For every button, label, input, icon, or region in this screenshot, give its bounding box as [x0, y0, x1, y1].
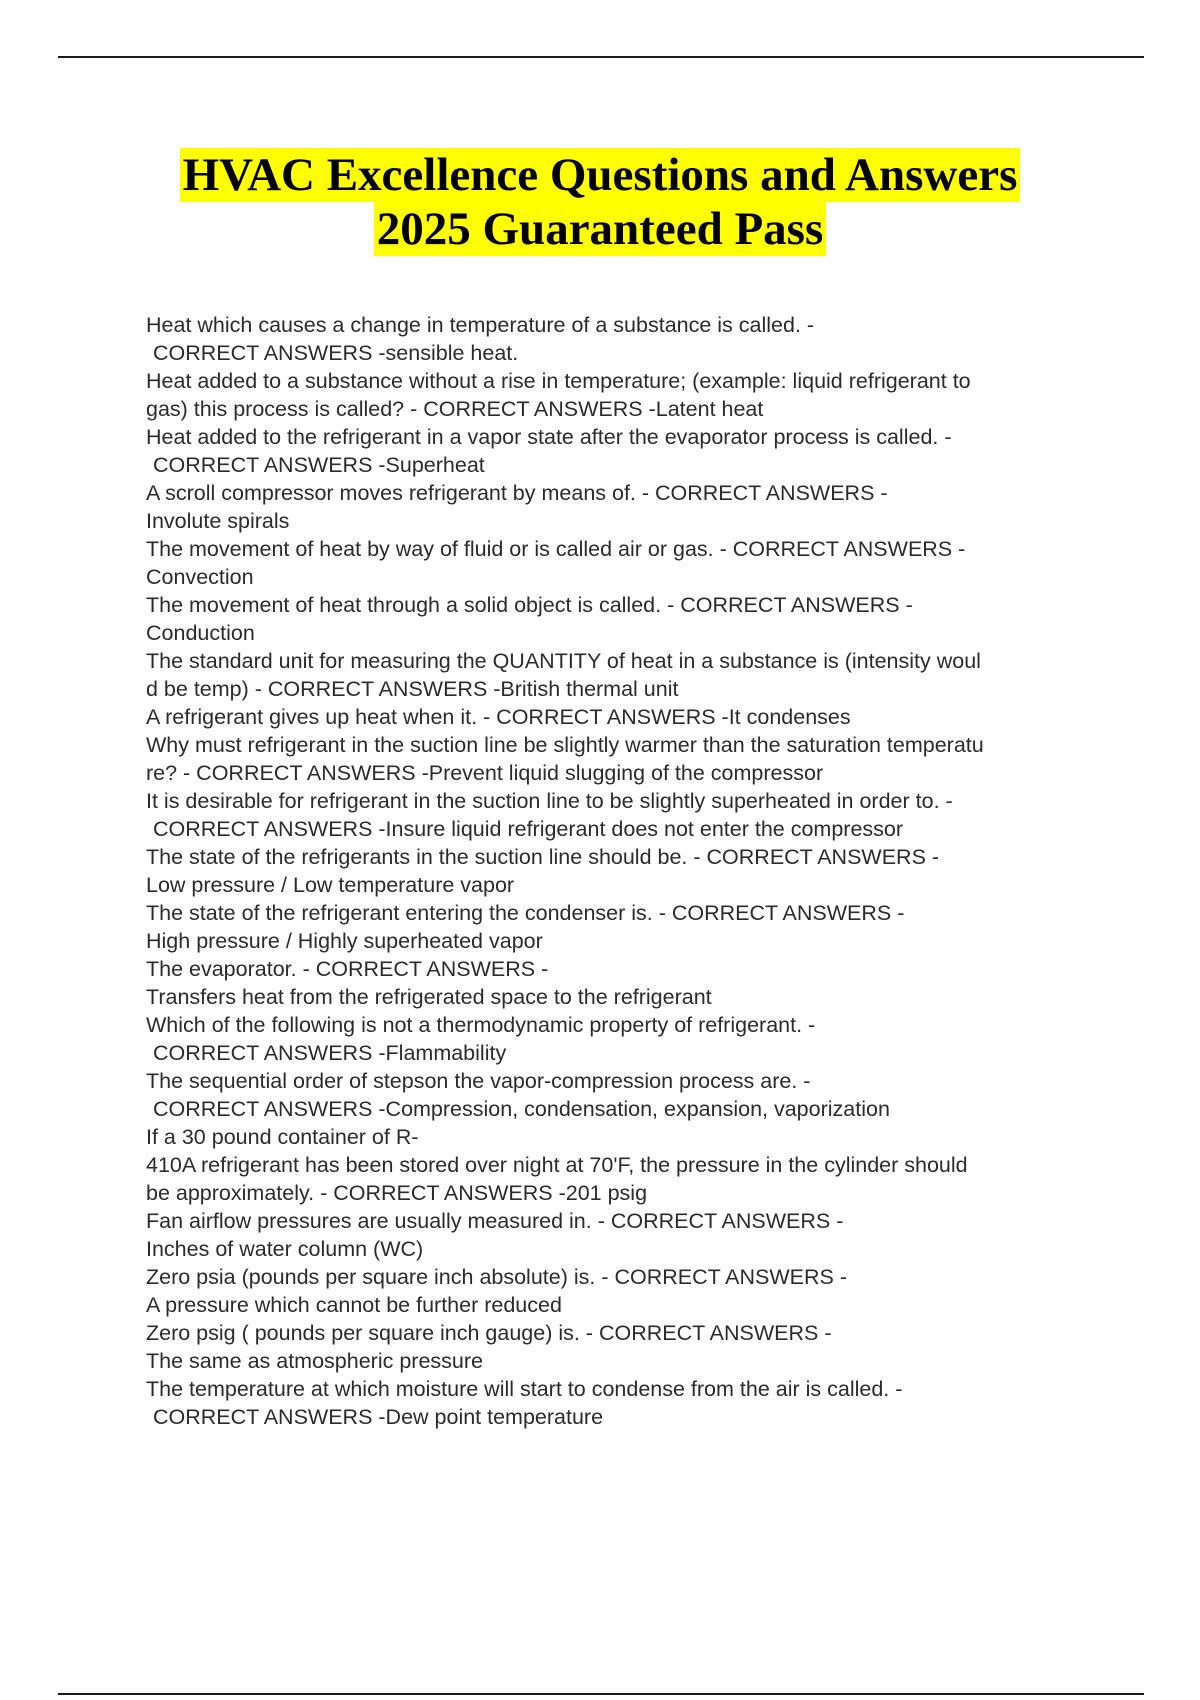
answer-text: CORRECT ANSWERS -Flammability [153, 1041, 507, 1065]
question-text: be approximately. - CORRECT ANSWERS -201 psig [146, 1181, 648, 1205]
question-text: Zero psia (pounds per square inch absolute) is. - CORRECT ANSWERS - [146, 1265, 848, 1289]
qa-item [146, 703, 1096, 731]
qa-item [146, 1319, 1096, 1375]
qa-item [146, 1179, 1096, 1207]
title-line-2: 2025 Guaranteed Pass [374, 202, 827, 256]
qa-item [146, 1207, 1096, 1263]
answer-text: Transfers heat from the refrigerated space to the refrigerant [146, 985, 712, 1009]
question-text: The state of the refrigerants in the suction line should be. - CORRECT ANSWERS - [146, 845, 940, 869]
answer-text: High pressure / Highly superheated vapor [146, 929, 543, 953]
answer-text: CORRECT ANSWERS -Compression, condensation, expansion, vaporization [153, 1097, 890, 1121]
question-text: Heat added to the refrigerant in a vapor state after the evaporator process is called. - [146, 425, 952, 449]
question-text: The movement of heat through a solid object is called. - CORRECT ANSWERS - [146, 593, 913, 617]
question-text: A scroll compressor moves refrigerant by means of. - CORRECT ANSWERS - [146, 481, 888, 505]
question-text: Fan airflow pressures are usually measured in. - CORRECT ANSWERS - [146, 1209, 844, 1233]
answer-text: re? - CORRECT ANSWERS -Prevent liquid slugging of the compressor [146, 761, 824, 785]
answer-text: Low pressure / Low temperature vapor [146, 873, 515, 897]
qa-item [146, 423, 1096, 479]
question-text: A refrigerant gives up heat when it. - CORRECT ANSWERS -It condenses [146, 705, 851, 729]
question-text: Heat added to a substance without a rise in temperature; (example: liquid refrigerant to [146, 369, 971, 393]
qa-item [146, 311, 1096, 367]
answer-text: CORRECT ANSWERS -Dew point temperature [153, 1405, 604, 1429]
qa-item [146, 535, 1096, 591]
bottom-rule [58, 1693, 1144, 1695]
qa-item [146, 1011, 1096, 1067]
qa-item [146, 367, 1096, 423]
question-text: The temperature at which moisture will start to condense from the air is called. - [146, 1377, 903, 1401]
answer-text: The same as atmospheric pressure [146, 1349, 483, 1373]
qa-item [146, 843, 1096, 899]
answer-text: CORRECT ANSWERS -Superheat [153, 453, 485, 477]
qa-item [146, 1067, 1096, 1123]
qa-list [146, 311, 1096, 1431]
question-text: Heat which causes a change in temperature of a substance is called. - [146, 313, 815, 337]
answer-text: d be temp) - CORRECT ANSWERS -British thermal unit [146, 677, 679, 701]
qa-item [146, 787, 1096, 843]
question-text: If a 30 pound container of R- [146, 1125, 419, 1149]
qa-item [146, 1263, 1096, 1319]
answer-text: CORRECT ANSWERS -sensible heat. [153, 341, 519, 365]
question-text: Which of the following is not a thermodynamic property of refrigerant. - [146, 1013, 816, 1037]
question-text: The evaporator. - CORRECT ANSWERS - [146, 957, 549, 981]
document-title [0, 148, 1200, 256]
top-rule [58, 56, 1144, 58]
qa-item [146, 731, 1096, 787]
answer-text: gas) this process is called? - CORRECT ANSWERS -Latent heat [146, 397, 764, 421]
qa-item [146, 591, 1096, 647]
question-text: The standard unit for measuring the QUANTITY of heat in a substance is (intensity woul [146, 649, 981, 673]
answer-text: CORRECT ANSWERS -Insure liquid refrigerant does not enter the compressor [153, 817, 904, 841]
question-text: Zero psig ( pounds per square inch gauge) is. - CORRECT ANSWERS - [146, 1321, 832, 1345]
question-text: The state of the refrigerant entering the condenser is. - CORRECT ANSWERS - [146, 901, 905, 925]
answer-text: Convection [146, 565, 254, 589]
qa-item [146, 479, 1096, 535]
qa-item [146, 1375, 1096, 1431]
answer-text: Inches of water column (WC) [146, 1237, 424, 1261]
answer-text: Involute spirals [146, 509, 290, 533]
question-text: It is desirable for refrigerant in the suction line to be slightly superheated in order to. - [146, 789, 953, 813]
answer-text: Conduction [146, 621, 255, 645]
question-text: The sequential order of stepson the vapor-compression process are. - [146, 1069, 811, 1093]
answer-text: 410A refrigerant has been stored over night at 70'F, the pressure in the cylinder should [146, 1153, 968, 1177]
question-text: Why must refrigerant in the suction line be slightly warmer than the saturation temperatu [146, 733, 984, 757]
question-text: The movement of heat by way of fluid or is called air or gas. - CORRECT ANSWERS - [146, 537, 966, 561]
qa-item [146, 899, 1096, 955]
qa-item [146, 647, 1096, 703]
qa-item [146, 955, 1096, 1011]
qa-item [146, 1123, 1096, 1179]
title-line-1: HVAC Excellence Questions and Answers [180, 148, 1021, 202]
answer-text: A pressure which cannot be further reduced [146, 1293, 562, 1317]
